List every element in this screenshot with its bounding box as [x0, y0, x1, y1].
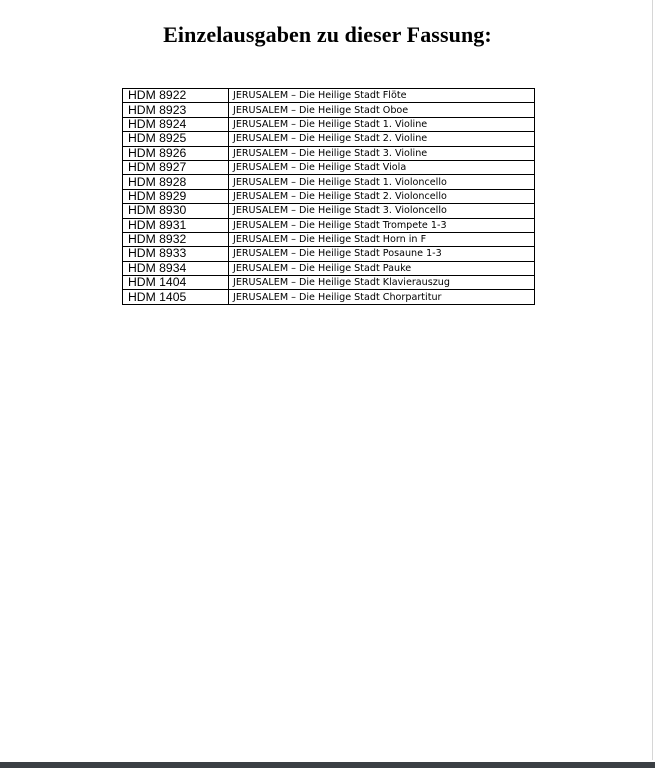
- table-row: [123, 132, 535, 146]
- edition-description-cell: JERUSALEM – Die Heilige Stadt Pauke: [229, 261, 535, 275]
- table-row: [123, 218, 535, 232]
- edition-code-cell: HDM 8933: [123, 247, 229, 261]
- edition-description-cell: JERUSALEM – Die Heilige Stadt 3. Violoncello: [229, 204, 535, 218]
- edition-description-cell: JERUSALEM – Die Heilige Stadt Posaune 1-3: [229, 247, 535, 261]
- edition-code-cell: HDM 8922: [123, 89, 229, 103]
- table-row: [123, 247, 535, 261]
- edition-description-cell: JERUSALEM – Die Heilige Stadt Trompete 1-3: [229, 218, 535, 232]
- table-row: [123, 276, 535, 290]
- edition-code-cell: HDM 1405: [123, 290, 229, 304]
- edition-code-cell: HDM 8934: [123, 261, 229, 275]
- edition-code-cell: HDM 8926: [123, 146, 229, 160]
- edition-code-cell: HDM 8932: [123, 232, 229, 246]
- edition-description-cell: JERUSALEM – Die Heilige Stadt Chorpartitur: [229, 290, 535, 304]
- table-row: [123, 204, 535, 218]
- edition-code-cell: HDM 1404: [123, 276, 229, 290]
- edition-code-cell: HDM 8929: [123, 189, 229, 203]
- table-row: [123, 290, 535, 304]
- edition-code-cell: HDM 8930: [123, 204, 229, 218]
- table-row: [123, 261, 535, 275]
- table-row: [123, 103, 535, 117]
- table-row: [123, 175, 535, 189]
- editions-table-body: [123, 89, 535, 305]
- edition-description-cell: JERUSALEM – Die Heilige Stadt Klavierauszug: [229, 276, 535, 290]
- table-row: [123, 117, 535, 131]
- table-row: [123, 189, 535, 203]
- editions-table: [122, 88, 535, 305]
- edition-description-cell: JERUSALEM – Die Heilige Stadt Horn in F: [229, 232, 535, 246]
- edition-code-cell: HDM 8925: [123, 132, 229, 146]
- edition-description-cell: JERUSALEM – Die Heilige Stadt Viola: [229, 160, 535, 174]
- edition-code-cell: HDM 8927: [123, 160, 229, 174]
- table-row: [123, 146, 535, 160]
- table-row: [123, 89, 535, 103]
- edition-description-cell: JERUSALEM – Die Heilige Stadt 1. Violoncello: [229, 175, 535, 189]
- edition-description-cell: JERUSALEM – Die Heilige Stadt 2. Violine: [229, 132, 535, 146]
- edition-description-cell: JERUSALEM – Die Heilige Stadt 3. Violine: [229, 146, 535, 160]
- edition-code-cell: HDM 8928: [123, 175, 229, 189]
- edition-description-cell: JERUSALEM – Die Heilige Stadt Flöte: [229, 89, 535, 103]
- edition-code-cell: HDM 8923: [123, 103, 229, 117]
- table-row: [123, 232, 535, 246]
- edition-description-cell: JERUSALEM – Die Heilige Stadt 1. Violine: [229, 117, 535, 131]
- edition-code-cell: HDM 8924: [123, 117, 229, 131]
- viewer-bottom-bar: [0, 762, 655, 768]
- edition-description-cell: JERUSALEM – Die Heilige Stadt Oboe: [229, 103, 535, 117]
- edition-code-cell: HDM 8931: [123, 218, 229, 232]
- edition-description-cell: JERUSALEM – Die Heilige Stadt 2. Violoncello: [229, 189, 535, 203]
- page-title: Einzelausgaben zu dieser Fassung:: [163, 22, 492, 47]
- table-row: [123, 160, 535, 174]
